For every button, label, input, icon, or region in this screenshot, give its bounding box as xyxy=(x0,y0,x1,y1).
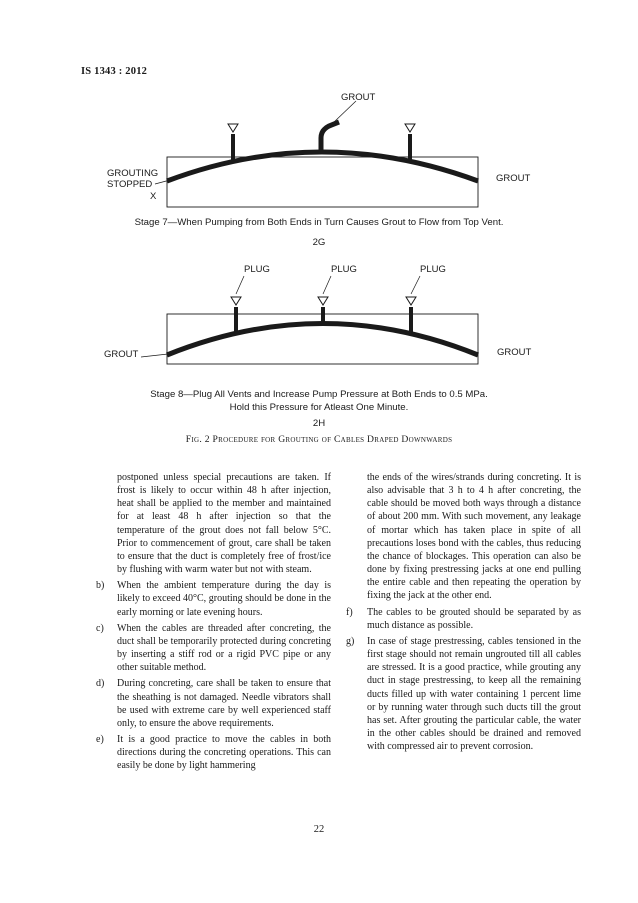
left-intro-paragraph: postponed unless special precautions are taken. If frost is likely to occur within 48 h after injection, heat shall be applied to the member and maintained for at least 48 h after injection so that the temperature of the grout does not fall below 5°C. Prior to commencement of grout, care shall be taken to ensure that the duct is completely free of frost/ice by flushing with warm water but not with steam. xyxy=(117,472,331,576)
stage8-vent-mid-plug xyxy=(318,297,328,305)
stage8-leader-plug-left xyxy=(236,276,244,294)
list-text: The cables to be grouted should be separated by as much distance as possible. xyxy=(367,606,581,631)
stage7-caption: Stage 7—When Pumping from Both Ends in Turn Causes Grout to Flow from Top Vent. xyxy=(134,217,504,228)
grouting-figure xyxy=(0,0,638,430)
stage8-leader-plug-right xyxy=(411,276,420,294)
stage8-plug-label-left: PLUG xyxy=(244,264,270,275)
list-label: d) xyxy=(96,678,105,690)
stage7-label-grout-right: GROUT xyxy=(496,173,531,184)
list-text: During concreting, care shall be taken to ensure that the sheathing is not damaged. Needle vibrators shall be used with extreme care by well experienced staff only, to ensure the above requirements. xyxy=(117,678,331,729)
stage7-vent-left-valve xyxy=(228,124,238,132)
stage8-label-grout-right: GROUT xyxy=(497,347,532,358)
list-label: b) xyxy=(96,580,105,592)
stage8-plug-label-mid: PLUG xyxy=(331,264,357,275)
stage8-caption-line1: Stage 8—Plug All Vents and Increase Pump Pressure at Both Ends to 0.5 MPa. xyxy=(150,389,488,400)
list-label: f) xyxy=(346,606,353,618)
stage8-leader-plug-mid xyxy=(323,276,331,294)
stage8-diagram xyxy=(141,276,478,364)
stage8-cable xyxy=(167,324,478,356)
stage8-caption-line2: Hold this Pressure for Atleast One Minute. xyxy=(229,402,409,413)
list-item-b xyxy=(96,579,331,618)
stage7-label-stopped: STOPPED xyxy=(107,179,153,190)
stage7-leader-grout-top xyxy=(333,101,356,123)
right-intro-paragraph: the ends of the wires/strands during concreting. It is also advisable that 3 h to 4 h after concreting, the cable should be moved both ways through a distance of about 200 mm. With such movement, any leakage of mortar which has taken place in spite of all precautions loses bond with the cables, thus reducing the chance of blockages. This operation can also be done by fixing prestressing jacks at one end pulling the entire cable and then repeating the operation by fixing the jack at the other end. xyxy=(367,472,581,602)
stage7-vent-right-valve xyxy=(405,124,415,132)
stage8-vent-right-plug xyxy=(406,297,416,305)
list-text: When the ambient temperature during the day is likely to exceed 40°C, grouting should be done in the early morning or late evening hours. xyxy=(117,580,331,618)
list-label: g) xyxy=(346,635,355,647)
stage8-plug-label-right: PLUG xyxy=(420,264,446,275)
list-label: e) xyxy=(96,733,104,745)
stage7-cable xyxy=(167,152,478,181)
stage7-label-grouting: GROUTING xyxy=(107,168,159,179)
list-item-e xyxy=(96,733,331,772)
stage7-label-grout-top: GROUT xyxy=(341,92,376,103)
document-code: IS 1343 : 2012 xyxy=(81,66,148,77)
list-item-d xyxy=(96,677,331,730)
stage7-tag: 2G xyxy=(312,237,326,248)
list-item-c xyxy=(96,622,331,675)
list-item-f xyxy=(346,606,581,632)
left-column xyxy=(96,471,331,772)
stage7-label-x: X xyxy=(150,191,157,202)
page-number: 22 xyxy=(313,824,325,835)
stage8-leader-grout-left xyxy=(141,354,168,357)
stage8-tag: 2H xyxy=(312,418,326,429)
stage7-diagram xyxy=(155,101,478,207)
stage8-vent-left-plug xyxy=(231,297,241,305)
list-text: It is a good practice to move the cables in both directions during the concreting operations. This can easily be done by light hammering xyxy=(117,733,331,772)
list-text: In case of stage prestressing, cables tensioned in the first stage should not remain ungrouted till all cables are stressed. It is a good practice, while grouting any duct in stage prestressing, to keep all the remaining ducts filled up with water containing 1 percent lime or by running water through such ducts till the grout has set. After grouting the particular cable, the water in the other cables should be drained and removed with compressed air to prevent corrosion. xyxy=(367,635,581,753)
stage7-vent-top-outflow xyxy=(321,122,339,153)
list-item-g xyxy=(346,635,581,753)
list-label: c) xyxy=(96,622,104,634)
right-column xyxy=(346,471,581,753)
figure-title: Fig. 2 Procedure for Grouting of Cables Draped Downwards xyxy=(185,434,453,445)
list-text: When the cables are threaded after concreting, the duct shall be temporarily protected during concreting by inserting a stiff rod or a rigid PVC pipe or any other suitable method. xyxy=(117,622,331,674)
stage8-label-grout-left: GROUT xyxy=(104,349,139,360)
